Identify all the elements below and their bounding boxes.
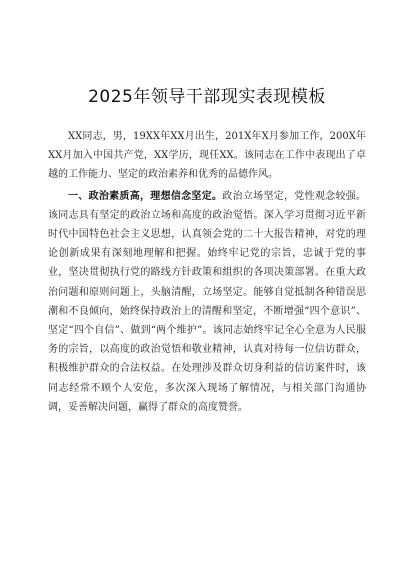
section-body-political-quality: 政治立场坚定，党性观念较强。该同志具有坚定的政治立场和高度的政治觉悟。深入学习贯彻习近平新时代中国特色社会主义思想，认真领会党的二十大报告精神，对党的理论创新成果有深刻地理解和把握。始终牢记党的宗旨，忠诚于党的事业，坚决贯彻执行党的路线方针政策和组织的各项决策部署。在重大政治问题和原则问题上，头脑清醒，立场坚定。能够自觉抵制各种错误思潮和不良倾向，始终保持政治上的清醒和坚定，不断增强“四个意识”、坚定“四个自信”、做到“两个维护”。该同志始终牢记全心全意为人民服务的宗旨，以高度的政治觉悟和敬业精神，认真对待每一位信访群众，积极维护群众的合法权益。在处理涉及群众切身利益的信访案件时，该同志经常不顾个人安危，多次深入现场了解情况，与相关部门沟通协调，妥善解决问题，赢得了群众的高度赞誉。	[48, 190, 367, 413]
section-paragraph-political-quality	[48, 187, 366, 417]
intro-paragraph	[48, 127, 366, 185]
intro-paragraph-text: XX同志，男，19XX年XX月出生，201X年X月参加工作，200X年XX月加入中国共产党，XX学历，现任XX。该同志在工作中表现出了卓越的工作能力、坚定的政治素养和优秀的品德作风。	[48, 131, 366, 181]
document-title: 2025年领导干部现实表现模板	[88, 87, 326, 107]
section-heading-political-quality: 一、政治素质高，理想信念坚定。	[68, 190, 223, 202]
